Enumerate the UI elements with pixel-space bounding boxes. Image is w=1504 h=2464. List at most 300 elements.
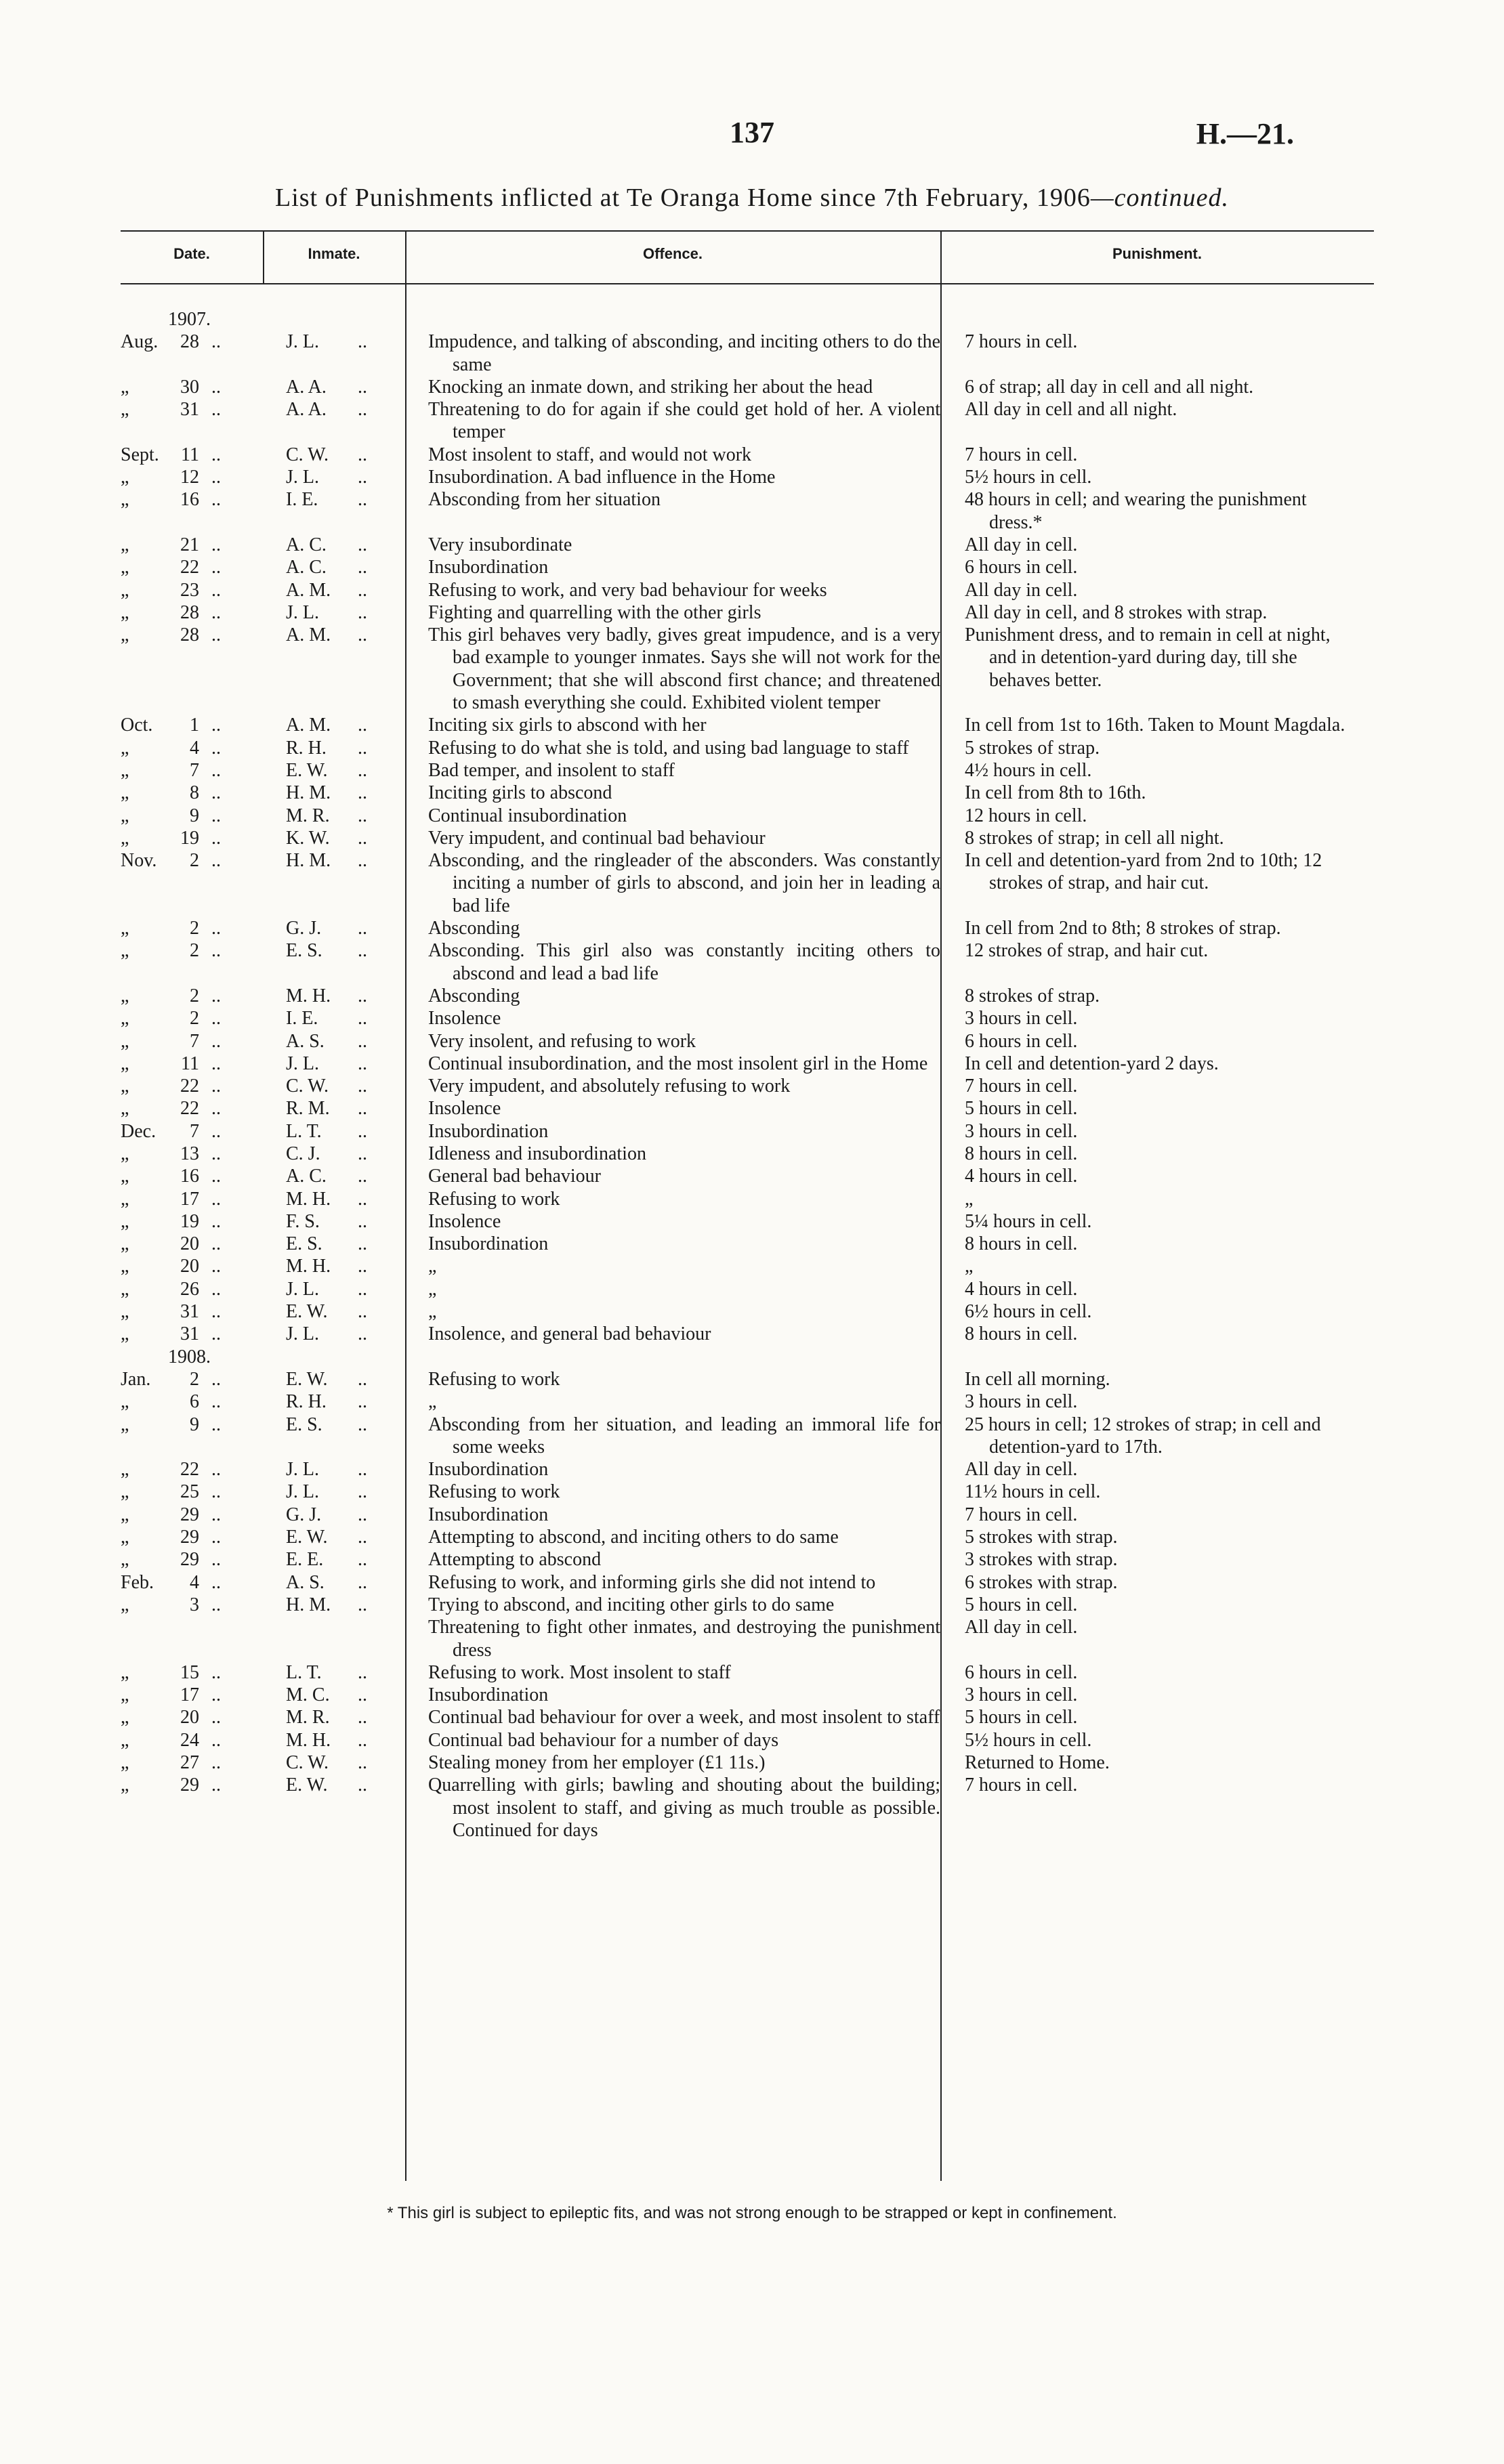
date-day: 31 xyxy=(180,399,199,421)
offence-text: Threatening to do for again if she could get hold of her. A violent temper xyxy=(428,399,940,443)
offence-cell xyxy=(405,759,940,782)
leader-dots: .. xyxy=(211,399,221,421)
punishment-text: 3 hours in cell. xyxy=(965,1684,1078,1706)
inmate-cell xyxy=(263,601,405,624)
inmate-initials: A. C. xyxy=(286,1166,327,1187)
leader-dots: .. xyxy=(358,850,367,872)
date-cell xyxy=(121,827,263,849)
inmate-cell xyxy=(263,939,405,962)
inmate-initials: K. W. xyxy=(286,827,330,849)
inmate-cell xyxy=(263,759,405,782)
table-row xyxy=(121,827,1374,849)
offence-text: Inciting six girls to abscond with her xyxy=(428,715,707,736)
punishment-cell xyxy=(940,782,1374,804)
leader-dots: .. xyxy=(358,579,367,601)
punishment-text: 6 of strap; all day in cell and all night. xyxy=(965,376,1254,398)
punishment-text: „ xyxy=(965,1188,974,1210)
offence-cell xyxy=(405,579,940,601)
date-day: 6 xyxy=(190,1391,199,1413)
leader-dots: .. xyxy=(211,1459,221,1481)
date-month: „ xyxy=(121,827,129,849)
date-day: 2 xyxy=(190,850,199,872)
inmate-cell xyxy=(263,849,405,872)
offence-text: Refusing to work, and informing girls she did not intend to xyxy=(428,1571,876,1593)
leader-dots: .. xyxy=(358,399,367,421)
inmate-initials: A. M. xyxy=(286,624,331,646)
leader-dots: .. xyxy=(358,1301,367,1323)
inmate-initials: M. H. xyxy=(286,985,331,1006)
table-row xyxy=(121,1210,1374,1233)
date-day: 26 xyxy=(180,1278,199,1300)
date-day: 22 xyxy=(180,557,199,578)
table-row xyxy=(121,1300,1374,1323)
inmate-cell xyxy=(263,1548,405,1571)
punishment-cell xyxy=(940,1571,1374,1594)
date-month: „ xyxy=(121,467,129,488)
table-row xyxy=(121,805,1374,827)
date-month: „ xyxy=(121,1233,129,1255)
punishment-text: 4½ hours in cell. xyxy=(965,759,1092,781)
leader-dots: .. xyxy=(211,1076,221,1097)
leader-dots: .. xyxy=(358,1278,367,1300)
punishment-cell xyxy=(940,1075,1374,1097)
punishment-cell xyxy=(940,1165,1374,1187)
offence-cell xyxy=(405,556,940,578)
offence-text: General bad behaviour xyxy=(428,1166,601,1187)
year-cell xyxy=(121,1346,263,1368)
punishment-cell xyxy=(940,1210,1374,1233)
leader-dots: .. xyxy=(358,601,367,623)
offence-text: Attempting to abscond, and inciting others to do same xyxy=(428,1527,839,1548)
punishment-text: 3 hours in cell. xyxy=(965,1120,1078,1142)
inmate-cell xyxy=(263,1774,405,1796)
offence-text: „ xyxy=(428,1256,437,1277)
date-day: 2 xyxy=(190,940,199,962)
date-day: 28 xyxy=(180,624,199,646)
table-row xyxy=(121,849,1374,917)
offence-text: Insolence, and general bad behaviour xyxy=(428,1323,711,1345)
inmate-initials: C. J. xyxy=(286,1143,320,1164)
offence-cell xyxy=(405,714,940,736)
date-cell xyxy=(121,1594,263,1616)
offence-cell xyxy=(405,466,940,488)
inmate-initials: C. W. xyxy=(286,444,329,465)
punishment-text: 5 strokes with strap. xyxy=(965,1527,1118,1548)
date-month: „ xyxy=(121,1143,129,1164)
year-label: 1908. xyxy=(168,1346,211,1367)
leader-dots: .. xyxy=(211,1684,221,1706)
leader-dots: .. xyxy=(211,1504,221,1525)
offence-text: Continual bad behaviour for a number of days xyxy=(428,1729,779,1751)
inmate-cell xyxy=(263,1120,405,1143)
offence-text: Very impudent, and continual bad behaviour xyxy=(428,827,766,849)
offence-cell xyxy=(405,1030,940,1053)
offence-text: Continual insubordination, and the most insolent girl in the Home xyxy=(428,1053,928,1074)
punishment-cell xyxy=(940,398,1374,421)
inmate-cell xyxy=(263,1751,405,1774)
punishment-cell xyxy=(940,1120,1374,1143)
inmate-cell xyxy=(263,1458,405,1481)
punishment-text: 7 hours in cell. xyxy=(965,331,1078,353)
inmate-initials: A. C. xyxy=(286,534,327,555)
offence-text: Threatening to fight other inmates, and destroying the punishment dress xyxy=(428,1617,940,1661)
table-row xyxy=(121,1504,1374,1526)
inmate-initials: J. L. xyxy=(286,1278,319,1300)
date-day: 2 xyxy=(190,918,199,939)
leader-dots: .. xyxy=(211,805,221,826)
punishment-cell xyxy=(940,1414,1374,1459)
date-cell xyxy=(121,1188,263,1210)
offence-cell xyxy=(405,1390,940,1413)
leader-dots: .. xyxy=(358,827,367,849)
leader-dots: .. xyxy=(358,805,367,826)
date-day: 31 xyxy=(180,1301,199,1323)
leader-dots: .. xyxy=(211,1571,221,1593)
inmate-cell xyxy=(263,1594,405,1616)
punishment-cell xyxy=(940,1729,1374,1751)
inmate-cell xyxy=(263,737,405,759)
table-row xyxy=(121,1143,1374,1165)
leader-dots: .. xyxy=(211,827,221,849)
inmate-initials: A. C. xyxy=(286,557,327,578)
date-cell xyxy=(121,782,263,804)
offence-text: Insubordination xyxy=(428,1459,549,1481)
table-row xyxy=(121,1616,1374,1661)
leader-dots: .. xyxy=(211,1752,221,1773)
offence-text: Absconding from her situation xyxy=(428,489,661,511)
punishment-cell xyxy=(940,1097,1374,1120)
leader-dots: .. xyxy=(358,1098,367,1120)
date-cell xyxy=(121,1143,263,1165)
leader-dots: .. xyxy=(211,467,221,488)
leader-dots: .. xyxy=(211,1278,221,1300)
punishment-text: In cell and detention-yard 2 days. xyxy=(965,1053,1219,1074)
punishment-text: 5½ hours in cell. xyxy=(965,1729,1092,1751)
date-cell xyxy=(121,1706,263,1728)
date-month: „ xyxy=(121,1775,129,1796)
offence-text: Absconding xyxy=(428,985,520,1006)
punishment-cell xyxy=(940,985,1374,1007)
date-day: 27 xyxy=(180,1752,199,1773)
leader-dots: .. xyxy=(358,1256,367,1277)
date-month: Jan. xyxy=(121,1368,151,1390)
inmate-cell xyxy=(263,376,405,398)
leader-dots: .. xyxy=(358,1594,367,1615)
table-row xyxy=(121,1548,1374,1571)
leader-dots: .. xyxy=(358,489,367,511)
date-month: „ xyxy=(121,1053,129,1074)
table-row xyxy=(121,782,1374,804)
date-cell xyxy=(121,624,263,646)
inmate-cell xyxy=(263,1143,405,1165)
inmate-cell xyxy=(263,1165,405,1187)
leader-dots: .. xyxy=(358,1504,367,1525)
punishment-text: 6 hours in cell. xyxy=(965,1030,1078,1052)
inmate-cell xyxy=(263,579,405,601)
date-cell xyxy=(121,1481,263,1503)
date-month: „ xyxy=(121,624,129,646)
offence-text: „ xyxy=(428,1301,437,1323)
inmate-initials: E. W. xyxy=(286,1368,328,1390)
leader-dots: .. xyxy=(358,940,367,962)
inmate-cell xyxy=(263,1030,405,1053)
footnote: * This girl is subject to epileptic fits, and was not strong enough to be strapped or kept in confinement. xyxy=(387,2204,1117,2222)
date-day: 9 xyxy=(190,1414,199,1435)
leader-dots: .. xyxy=(211,850,221,872)
date-month: „ xyxy=(121,1323,129,1345)
punishment-cell xyxy=(940,1030,1374,1053)
column-header-date: Date. xyxy=(173,245,210,262)
punishment-cell xyxy=(940,1255,1374,1277)
date-month: Dec. xyxy=(121,1120,156,1142)
date-cell xyxy=(121,579,263,601)
punishment-cell xyxy=(940,1661,1374,1684)
leader-dots: .. xyxy=(358,331,367,353)
offence-cell xyxy=(405,1504,940,1526)
date-month: „ xyxy=(121,737,129,759)
date-day: 2 xyxy=(190,985,199,1006)
offence-cell xyxy=(405,1210,940,1233)
inmate-cell xyxy=(263,1255,405,1277)
inmate-cell xyxy=(263,331,405,353)
date-day: 20 xyxy=(180,1256,199,1277)
offence-cell xyxy=(405,1278,940,1300)
year-row xyxy=(121,1346,1374,1368)
leader-dots: .. xyxy=(358,1391,367,1413)
title-continued: —continued. xyxy=(1090,184,1229,212)
date-day: 28 xyxy=(180,331,199,353)
date-month: „ xyxy=(121,1504,129,1525)
offence-cell xyxy=(405,1481,940,1503)
punishment-text: 7 hours in cell. xyxy=(965,1504,1078,1525)
offence-cell xyxy=(405,985,940,1007)
date-cell xyxy=(121,1278,263,1300)
punishment-text: In cell all morning. xyxy=(965,1368,1110,1390)
date-month: „ xyxy=(121,782,129,804)
punishment-text: 3 hours in cell. xyxy=(965,1391,1078,1413)
leader-dots: .. xyxy=(211,1008,221,1029)
punishment-cell xyxy=(940,1390,1374,1413)
date-cell xyxy=(121,1120,263,1143)
offence-cell xyxy=(405,1571,940,1594)
inmate-initials: R. H. xyxy=(286,1391,327,1413)
offence-cell xyxy=(405,1165,940,1187)
offence-text: Absconding, and the ringleader of the absconders. Was constantly inciting a number of girls to abscond, and join her in leading a bad life xyxy=(428,850,940,916)
leader-dots: .. xyxy=(358,1120,367,1142)
table-row xyxy=(121,601,1374,624)
inmate-cell xyxy=(263,805,405,827)
date-day: 22 xyxy=(180,1076,199,1097)
offence-cell xyxy=(405,1661,940,1684)
punishment-cell xyxy=(940,556,1374,578)
date-day: 7 xyxy=(190,1120,199,1142)
inmate-cell xyxy=(263,1706,405,1728)
leader-dots: .. xyxy=(211,624,221,646)
date-month: „ xyxy=(121,1414,129,1435)
offence-text: Insubordination xyxy=(428,1120,549,1142)
offence-cell xyxy=(405,1120,940,1143)
leader-dots: .. xyxy=(358,624,367,646)
date-cell xyxy=(121,805,263,827)
leader-dots: .. xyxy=(211,489,221,511)
table-row xyxy=(121,1774,1374,1842)
offence-text: Absconding xyxy=(428,918,520,939)
date-day: 28 xyxy=(180,601,199,623)
date-cell xyxy=(121,917,263,939)
table-row xyxy=(121,1706,1374,1728)
date-cell xyxy=(121,1504,263,1526)
leader-dots: .. xyxy=(358,444,367,465)
inmate-cell xyxy=(263,1097,405,1120)
offence-cell xyxy=(405,1188,940,1210)
offence-text: Knocking an inmate down, and striking her about the head xyxy=(428,376,873,398)
punishment-cell xyxy=(940,759,1374,782)
date-cell xyxy=(121,488,263,511)
punishment-cell xyxy=(940,1188,1374,1210)
table-row xyxy=(121,466,1374,488)
offence-text: Attempting to abscond xyxy=(428,1549,602,1571)
offence-text: Continual bad behaviour for over a week, and most insolent to staff xyxy=(428,1707,940,1728)
inmate-initials: J. L. xyxy=(286,331,319,353)
punishment-text: „ xyxy=(965,1256,974,1277)
leader-dots: .. xyxy=(211,1188,221,1210)
punishment-text: In cell from 2nd to 8th; 8 strokes of strap. xyxy=(965,918,1281,939)
punishment-cell xyxy=(940,1481,1374,1503)
date-day: 1 xyxy=(190,715,199,736)
offence-cell xyxy=(405,917,940,939)
punishment-cell xyxy=(940,1616,1374,1638)
leader-dots: .. xyxy=(211,1707,221,1728)
date-month: „ xyxy=(121,1256,129,1277)
offence-cell xyxy=(405,1458,940,1481)
leader-dots: .. xyxy=(211,1233,221,1255)
leader-dots: .. xyxy=(211,1661,221,1683)
offence-text: Very insubordinate xyxy=(428,534,572,555)
date-day: 15 xyxy=(180,1661,199,1683)
date-month: „ xyxy=(121,1752,129,1773)
punishment-cell xyxy=(940,1053,1374,1075)
date-cell xyxy=(121,1323,263,1345)
leader-dots: .. xyxy=(211,715,221,736)
table-row xyxy=(121,331,1374,376)
inmate-initials: M. R. xyxy=(286,1707,330,1728)
date-day: 8 xyxy=(190,782,199,804)
inmate-initials: J. L. xyxy=(286,1481,319,1503)
inmate-cell xyxy=(263,488,405,511)
offence-cell xyxy=(405,1548,940,1571)
table-row xyxy=(121,714,1374,736)
offence-cell xyxy=(405,1233,940,1255)
date-month: „ xyxy=(121,1684,129,1706)
punishment-text: In cell from 1st to 16th. Taken to Mount Magdala. xyxy=(965,715,1345,736)
offence-text: Absconding. This girl also was constantly inciting others to abscond and lead a bad life xyxy=(428,940,940,984)
offence-text: Very insolent, and refusing to work xyxy=(428,1030,696,1052)
date-day: 2 xyxy=(190,1368,199,1390)
table-row xyxy=(121,1571,1374,1594)
leader-dots: .. xyxy=(358,1233,367,1255)
punishment-text: 7 hours in cell. xyxy=(965,444,1078,465)
date-cell xyxy=(121,1210,263,1233)
punishment-cell xyxy=(940,1143,1374,1165)
offence-cell xyxy=(405,1075,940,1097)
punishment-cell xyxy=(940,917,1374,939)
leader-dots: .. xyxy=(211,376,221,398)
inmate-cell xyxy=(263,827,405,849)
date-cell xyxy=(121,556,263,578)
date-month: „ xyxy=(121,1481,129,1503)
inmate-cell xyxy=(263,444,405,466)
leader-dots: .. xyxy=(211,1301,221,1323)
table-row xyxy=(121,1120,1374,1143)
inmate-initials: E. S. xyxy=(286,1414,322,1435)
table-row xyxy=(121,985,1374,1007)
inmate-initials: C. W. xyxy=(286,1752,329,1773)
leader-dots: .. xyxy=(358,1549,367,1571)
date-day: 9 xyxy=(190,805,199,826)
offence-cell xyxy=(405,601,940,624)
date-day: 21 xyxy=(180,534,199,555)
leader-dots: .. xyxy=(211,1481,221,1503)
date-cell xyxy=(121,1774,263,1796)
inmate-initials: R. H. xyxy=(286,737,327,759)
offence-cell xyxy=(405,1706,940,1728)
offence-cell xyxy=(405,398,940,444)
inmate-initials: I. E. xyxy=(286,489,318,511)
date-month: „ xyxy=(121,1076,129,1097)
inmate-cell xyxy=(263,1504,405,1526)
table-row xyxy=(121,1684,1374,1706)
table-row xyxy=(121,1458,1374,1481)
punishment-text: 6½ hours in cell. xyxy=(965,1301,1092,1323)
punishment-text: 4 hours in cell. xyxy=(965,1278,1078,1300)
inmate-cell xyxy=(263,1233,405,1255)
column-header-punishment: Punishment. xyxy=(1112,245,1202,262)
punishment-text: All day in cell. xyxy=(965,1459,1078,1481)
table-row xyxy=(121,556,1374,578)
date-day: 16 xyxy=(180,489,199,511)
punishment-cell xyxy=(940,1233,1374,1255)
inmate-cell xyxy=(263,1210,405,1233)
offence-cell xyxy=(405,1616,940,1661)
leader-dots: .. xyxy=(211,579,221,601)
offence-cell xyxy=(405,331,940,376)
date-month: „ xyxy=(121,1030,129,1052)
inmate-initials: M. H. xyxy=(286,1188,331,1210)
date-day: 24 xyxy=(180,1729,199,1751)
offence-text: Insubordination xyxy=(428,557,549,578)
offence-text: Refusing to work. Most insolent to staff xyxy=(428,1661,731,1683)
punishment-text: Returned to Home. xyxy=(965,1752,1110,1773)
inmate-initials: A. A. xyxy=(286,399,327,421)
table-row xyxy=(121,1075,1374,1097)
date-month: „ xyxy=(121,1166,129,1187)
page-title xyxy=(0,183,1504,213)
leader-dots: .. xyxy=(358,782,367,804)
date-cell xyxy=(121,1300,263,1323)
offence-text: Quarrelling with girls; bawling and shouting about the building; most insolent to staff, and giving as much trouble as possible. Continued for days xyxy=(428,1775,940,1841)
date-day: 17 xyxy=(180,1684,199,1706)
table-row xyxy=(121,1661,1374,1684)
table-row xyxy=(121,1233,1374,1255)
table-row xyxy=(121,1053,1374,1075)
leader-dots: .. xyxy=(358,376,367,398)
date-cell xyxy=(121,1729,263,1751)
inmate-cell xyxy=(263,1390,405,1413)
leader-dots: .. xyxy=(358,759,367,781)
table-row xyxy=(121,1030,1374,1053)
date-month: „ xyxy=(121,601,129,623)
date-cell xyxy=(121,1616,263,1638)
